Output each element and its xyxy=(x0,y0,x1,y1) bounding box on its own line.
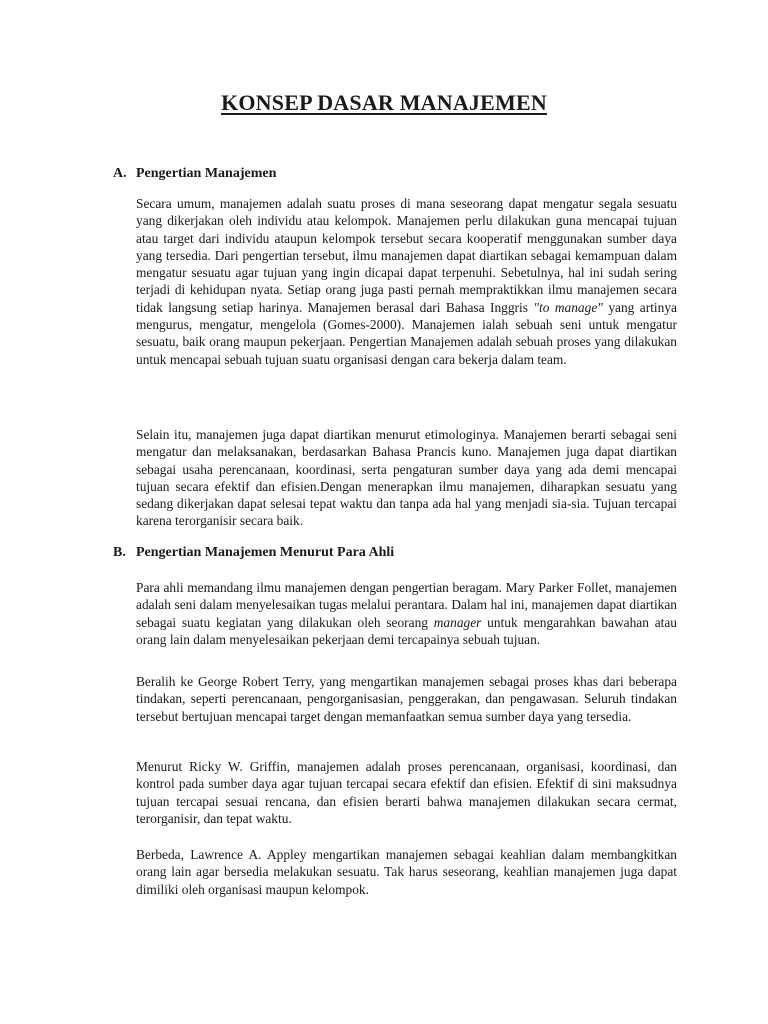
section-b-heading-text: Pengertian Manajemen Menurut Para Ahli xyxy=(136,545,395,560)
section-b-letter: B. xyxy=(113,545,126,560)
section-a-paragraph-2: Selain itu, manajemen juga dapat diartikan menurut etimologinya. Manajemen berarti sebagai seni mengatur dan melaksanakan, berdasarkan Bahasa Prancis kuno. Manajemen juga dapat diartikan sebagai usaha perencanaan, koordinasi, serta pengaturan sumber daya yang ada demi mencapai tujuan secara efektif dan efisien.Dengan menerapkan ilmu manajemen, diharapkan sesuatu yang sedang dikerjakan dapat selesai tepat waktu dan tanpa ada hal yang menjadi sia-sia. Tujuan tercapai karena terorganisir secara baik. xyxy=(136,427,677,529)
section-b-paragraph-2: Beralih ke George Robert Terry, yang mengartikan manajemen sebagai proses khas dari beberapa tindakan, seperti perencanaan, pengorganisasian, penggerakan, dan pengawasan. Seluruh tindakan tersebut bertujuan mencapai target dengan memanfaatkan semua sumber daya yang tersedia. xyxy=(136,674,677,724)
term-to-manage: "to manage" xyxy=(533,299,603,315)
section-a-heading xyxy=(113,165,276,183)
section-b-paragraph-3: Menurut Ricky W. Griffin, manajemen adalah proses perencanaan, organisasi, koordinasi, dan kontrol pada sumber daya agar tujuan tercapai secara efektif dan efisien. Efektif di sini maksudnya tujuan tercapai sesuai rencana, dan efisien berarti bahwa manajemen dilakukan secara cermat, terorganisir, dan tepat waktu. xyxy=(136,759,677,826)
section-b-paragraph-1 xyxy=(136,579,677,648)
section-b-paragraph-4: Berbeda, Lawrence A. Appley mengartikan manajemen sebagai keahlian dalam membangkitkan orang lain agar bersedia melakukan sesuatu. Tak harus seseorang, keahlian manajemen juga dapat dimiliki oleh organisasi maupun kelompok. xyxy=(136,847,677,897)
term-manager: manager xyxy=(433,614,482,630)
section-a-paragraph-1-text: Secara umum, manajemen adalah suatu proses di mana seseorang dapat mengatur segala sesuatu yang dikerjakan oleh individu atau kelompok. Manajemen perlu dilakukan guna mencapai tujuan atau target dari individu ataupun kelompok tersebut secara kooperatif menggunakan sumber daya yang tersedia. Dari pengertian tersebut, ilmu manajemen dapat diartikan sebagai kemampuan dalam mengatur sesuatu agar tujuan yang ingin dicapai dapat terpenuhi. Sebetulnya, hal ini sudah sering terjadi di kehidupan nyata. Setiap orang juga pasti pernah mempraktikkan ilmu manajemen secara tidak langsung setiap harinya. Manajemen berasal dari Bahasa Inggris xyxy=(136,196,677,315)
section-a-paragraph-1 xyxy=(136,195,677,368)
section-b-heading xyxy=(113,544,394,562)
section-a-paragraph-1-text-cont: yang artinya mengurus, mengatur, mengelola (Gomes-2000). Manajemen ialah sebuah seni untuk mengatur sesuatu, baik orang maupun pekerjaan. Pengertian Manajemen adalah sebuah proses yang dilakukan untuk mencapai sebuah tujuan suatu organisasi dengan cara bekerja dalam team. xyxy=(136,299,677,367)
section-a-letter: A. xyxy=(113,166,127,181)
document-title: KONSEP DASAR MANAJEMEN xyxy=(221,90,547,115)
section-b-paragraph-1-text: Para ahli memandang ilmu manajemen dengan pengertian beragam. Mary Parker Follet, manajemen adalah seni dalam menyelesaikan tugas melalui perantara. Dalam hal ini, manajemen dapat diartikan sebagai suatu kegiatan yang dilakukan oleh seorang xyxy=(136,580,677,630)
section-a-heading-text: Pengertian Manajemen xyxy=(136,166,277,181)
section-b-paragraph-1-text-cont: untuk mengarahkan bawahan atau orang lain dalam menyelesaikan pekerjaan demi tercapainya sebuah tujuan. xyxy=(136,614,678,647)
